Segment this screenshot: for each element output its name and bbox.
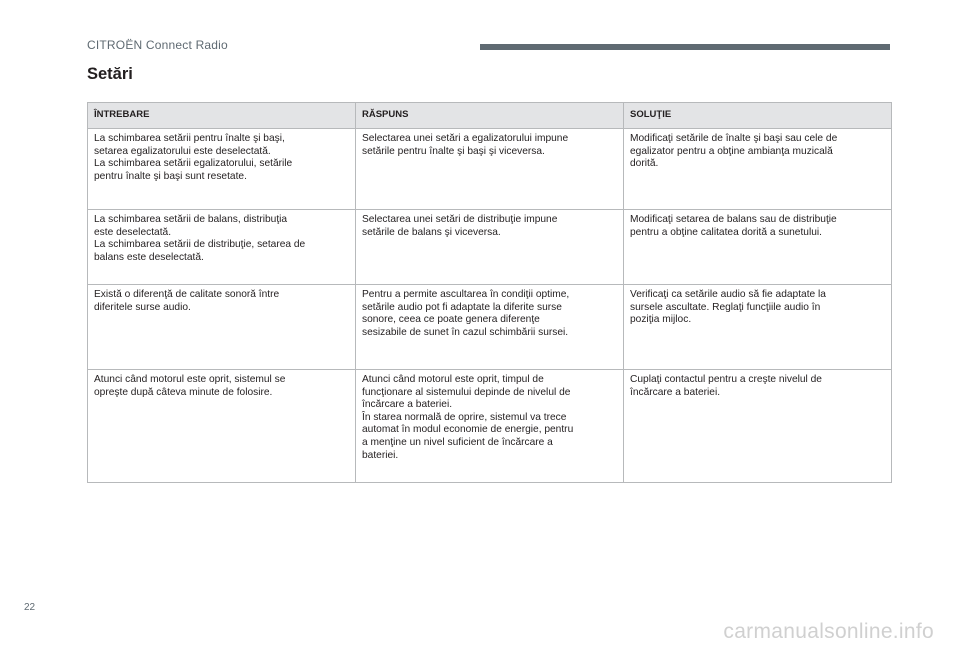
solution-cell: Modificaţi setările de înalte şi başi sau cele de egalizator pentru a obţine ambianţa muzicală dorită.: [624, 129, 892, 210]
page-number: 22: [24, 602, 36, 613]
table-row: [88, 370, 892, 483]
solution-cell: Cuplaţi contactul pentru a creşte nivelul de încărcare a bateriei.: [624, 370, 892, 483]
answer-cell: Selectarea unei setări de distribuţie impune setările de balans şi viceversa.: [356, 210, 624, 285]
header-bar: [480, 44, 890, 50]
answer-cell: Atunci când motorul este oprit, timpul de funcţionare al sistemului depinde de nivelul de încărcare a bateriei. În starea normală de oprire, sistemul va trece automat în modul economie de energie, pentru a menţine un nivel suficient de încărcare a bateriei.: [356, 370, 624, 483]
column-header-solution: SOLUŢIE: [624, 103, 892, 129]
question-cell: Atunci când motorul este oprit, sistemul se opreşte după câteva minute de folosire.: [88, 370, 356, 483]
header-title: CITROËN Connect Radio: [87, 38, 228, 52]
column-header-answer: RĂSPUNS: [356, 103, 624, 129]
page-title: Setări: [87, 65, 133, 83]
table-row: [88, 210, 892, 285]
solution-cell: Verificaţi ca setările audio să fie adaptate la sursele ascultate. Reglaţi funcţiile audio în poziţia mijloc.: [624, 285, 892, 370]
answer-cell: Pentru a permite ascultarea în condiţii optime, setările audio pot fi adaptate la diferite surse sonore, ceea ce poate genera diferenţe sesizabile de sunet în cazul schimbării sursei.: [356, 285, 624, 370]
column-header-question: ÎNTREBARE: [88, 103, 356, 129]
solution-cell: Modificaţi setarea de balans sau de distribuţie pentru a obţine calitatea dorită a sunetului.: [624, 210, 892, 285]
troubleshooting-table: [87, 102, 892, 483]
question-cell: La schimbarea setării de balans, distribuţia este deselectată. La schimbarea setării de distribuţie, setarea de balans este deselectată.: [88, 210, 356, 285]
table-row: [88, 285, 892, 370]
answer-cell: Selectarea unei setări a egalizatorului impune setările pentru înalte şi başi şi viceversa.: [356, 129, 624, 210]
question-cell: La schimbarea setării pentru înalte şi başi, setarea egalizatorului este deselectată. La schimbarea setării egalizatorului, setările pentru înalte şi başi sunt resetate.: [88, 129, 356, 210]
watermark-text: carmanualsonline.info: [723, 620, 934, 643]
table-row: [88, 129, 892, 210]
table-header-row: [88, 103, 892, 129]
question-cell: Există o diferenţă de calitate sonoră între diferitele surse audio.: [88, 285, 356, 370]
